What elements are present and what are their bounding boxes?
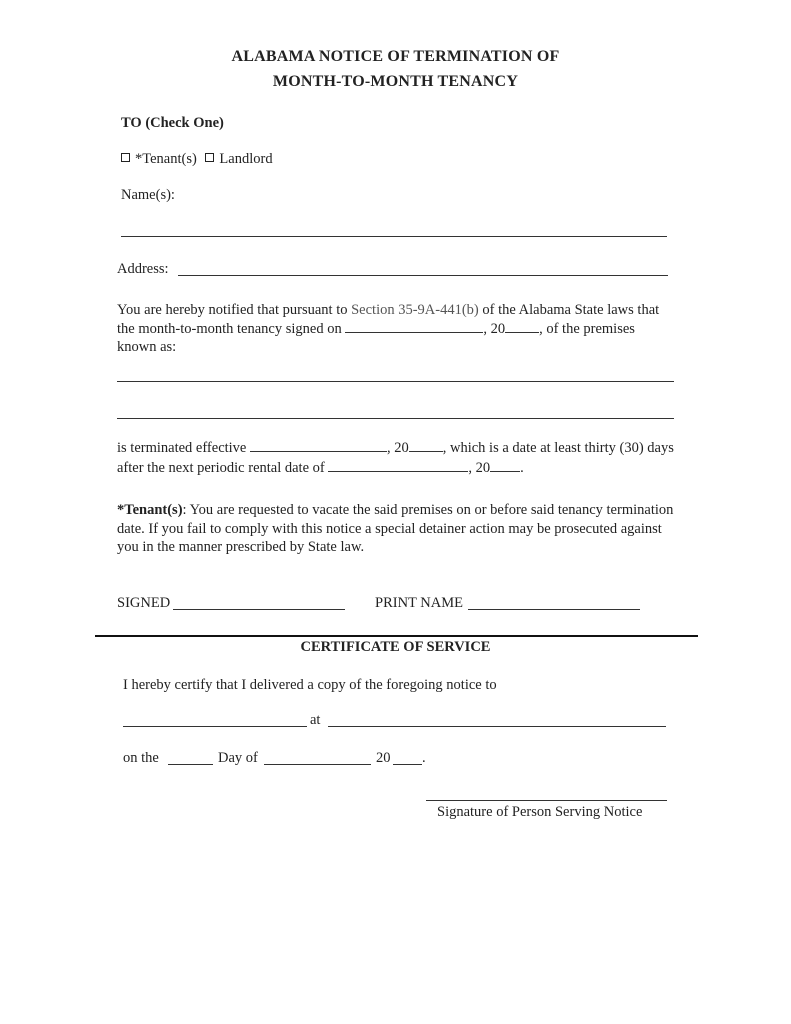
termination-year-prefix: , 20 — [387, 440, 409, 456]
tenancy-signed-year-blank[interactable] — [505, 320, 539, 333]
day-blank[interactable] — [168, 764, 213, 765]
rental-year-blank[interactable] — [490, 459, 520, 472]
tenancy-signed-date-blank[interactable] — [345, 320, 483, 333]
premises-blank-line-2[interactable] — [117, 418, 674, 419]
certificate-heading: CERTIFICATE OF SERVICE — [300, 639, 491, 655]
cert-year-prefix: 20 — [376, 750, 391, 766]
on-the-label: on the — [123, 750, 159, 766]
at-label: at — [310, 712, 321, 728]
print-name-label: PRINT NAME — [375, 595, 463, 611]
tenant-notice-paragraph — [117, 501, 677, 557]
notice-text-3: , of the premises known as: — [117, 320, 635, 355]
signed-label: SIGNED — [117, 595, 171, 611]
landlord-checkbox[interactable] — [205, 153, 214, 162]
termination-period: . — [520, 460, 524, 476]
day-of-label: Day of — [218, 750, 258, 766]
delivery-location-blank[interactable] — [328, 726, 666, 727]
termination-text-2: , which is a date at least thirty (30) days after the next periodic rental date of — [117, 440, 674, 476]
premises-blank-line-1[interactable] — [117, 381, 674, 382]
tenant-notice-text: : You are requested to vacate the said premises on or before said tenancy termination date. If you fail to comply with this notice a special detainer action may be prosecuted against you in the manner prescribed by State law. — [117, 502, 674, 555]
landlord-option-label: Landlord — [219, 151, 273, 167]
print-name-blank-line[interactable] — [468, 609, 640, 610]
recipient-options — [121, 151, 273, 168]
termination-date-blank[interactable] — [250, 439, 387, 452]
termination-paragraph — [117, 438, 677, 478]
document-title-line2: MONTH-TO-MONTH TENANCY — [272, 73, 519, 90]
tenant-option-label: *Tenant(s) — [135, 151, 197, 167]
to-check-one-label: TO (Check One) — [121, 115, 224, 131]
signature-blank-line[interactable] — [426, 800, 667, 801]
rental-date-blank[interactable] — [328, 459, 468, 472]
section-divider — [95, 635, 698, 637]
address-blank-line[interactable] — [178, 275, 668, 276]
signature-label: Signature of Person Serving Notice — [437, 804, 643, 820]
cert-year-blank[interactable] — [393, 764, 422, 765]
termination-year-blank[interactable] — [409, 439, 443, 452]
notice-text-2: of the Alabama State laws that the month-to-month tenancy signed on — [117, 302, 660, 337]
notice-paragraph — [117, 301, 677, 357]
names-blank-line[interactable] — [121, 236, 667, 237]
address-label: Address: — [117, 261, 169, 277]
signed-blank-line[interactable] — [173, 609, 345, 610]
cert-year-period: . — [422, 750, 426, 766]
notice-text-1: You are hereby notified that pursuant to — [117, 302, 352, 318]
rental-year-prefix: , 20 — [468, 460, 491, 476]
tenant-notice-label: *Tenant(s) — [117, 502, 183, 518]
document-title-line1: ALABAMA NOTICE OF TERMINATION OF — [231, 48, 560, 65]
names-label: Name(s): — [121, 187, 175, 203]
recipient-name-blank[interactable] — [123, 726, 307, 727]
month-blank[interactable] — [264, 764, 371, 765]
certify-text: I hereby certify that I delivered a copy of the foregoing notice to — [123, 677, 497, 693]
tenant-checkbox[interactable] — [121, 153, 130, 162]
section-link[interactable]: Section 35-9A-441(b) — [351, 302, 479, 318]
termination-text-1: is terminated effective — [117, 440, 250, 456]
notice-year-prefix: , 20 — [483, 320, 506, 337]
